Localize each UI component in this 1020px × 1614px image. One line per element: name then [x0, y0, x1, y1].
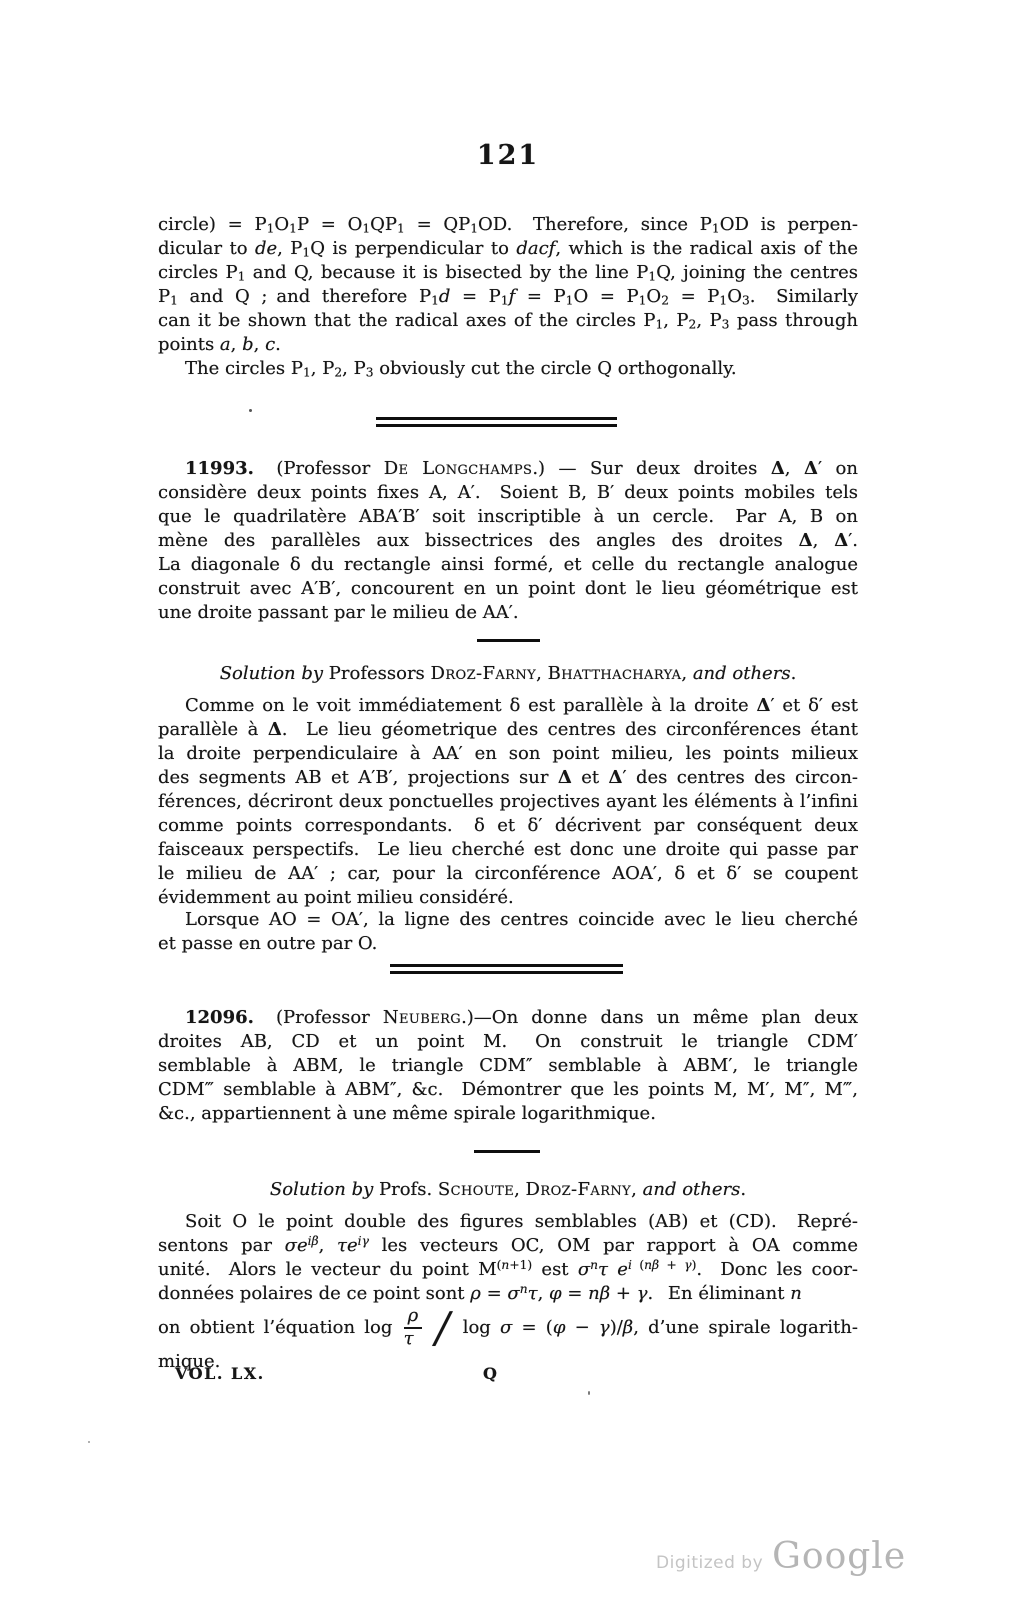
solution-11993-paragraph-2: [158, 908, 858, 956]
google-watermark: [656, 1536, 906, 1577]
logarithmic-spiral-equation-line: on obtient l’équation log $\frac{\rho}{\tau}$ / log σ = (φ − γ)/β, d’une spirale logarith-: [158, 1303, 858, 1352]
problem-11993-statement: [158, 457, 858, 625]
text-line: données polaires de ce point sont $\rho = \sigma^n\tau$, φ = nβ + γ. En éliminant n: [158, 1281, 802, 1304]
text-line: &c., appartiennent à une même spirale logarithmique.: [158, 1103, 656, 1124]
solution-divider-rule: [477, 639, 540, 642]
digitized-by-text: Digitized by: [656, 1553, 764, 1573]
text-line: Lorsque AO = OA′, la ligne des centres coincide avec le lieu cherché: [185, 909, 858, 930]
text-line: comme points correspondants. δ et δ′ décrivent par conséquent deux: [158, 815, 858, 836]
text-line: le milieu de AA′ ; car, pour la circonférence AOA′, δ et δ′ se coupent: [158, 863, 858, 884]
solution-11993-byline: Solution by Professors Droz-Farny, Bhatthacharya, and others.: [219, 663, 797, 684]
text-line: unité. Alors le vecteur du point $M^{(n+1)}$ est $\sigma^n\tau$ $e^{i (n\beta + \gamma)}$. Donc les coor-: [158, 1257, 858, 1280]
text-line: construit avec A′B′, concourent en un point dont le lieu géométrique est: [158, 578, 858, 599]
text-line: une droite passant par le milieu de AA′.: [158, 602, 519, 623]
paragraph-end-line: mique.: [158, 1351, 221, 1372]
problem-12096-statement: [158, 1006, 858, 1126]
text-line: 12096. (Professor Neuberg.)—On donne dans un même plan deux: [185, 1007, 859, 1028]
text-line: dicular to de, $P_1Q$ is perpendicular to dacf, which is the radical axis of the: [158, 238, 858, 260]
text-line: droites AB, CD et un point M. On construit le triangle CDM′: [158, 1031, 858, 1052]
text-line: évidemment au point milieu considéré.: [158, 887, 514, 908]
section-divider-rule: [390, 964, 623, 974]
text-line: Soit O le point double des figures semblables (AB) et (CD). Repré-: [185, 1211, 858, 1232]
solution-divider-rule: [474, 1150, 540, 1153]
orthogonal-note-paragraph: [158, 357, 858, 381]
text-line: parallèle à Δ. Le lieu géometrique des centres des circonférences étant: [158, 719, 858, 740]
ink-speck: [88, 1441, 90, 1443]
text-line: CDM‴ semblable à ABM″, &c. Démontrer que les points M, M′, M″, M‴,: [158, 1079, 858, 1100]
text-line: can it be shown that the radical axes of the circles $P_1$, $P_2$, $P_3$ pass through: [158, 310, 858, 332]
text-line: 11993. (Professor De Longchamps.) — Sur deux droites Δ, Δ′ on: [185, 458, 858, 479]
page-number: 121: [476, 140, 540, 171]
text-line: Comme on le voit immédiatement δ est parallèle à la droite Δ′ et δ′ est: [185, 695, 858, 716]
solution-12096-paragraph: [158, 1210, 858, 1306]
solution-12096-byline: Solution by Profs. Schoute, Droz-Farny, and others.: [269, 1179, 747, 1200]
text-line: mène des parallèles aux bissectrices des angles des droites Δ, Δ′.: [158, 530, 859, 551]
text-line: La diagonale δ du rectangle ainsi formé, et celle du rectangle analogue: [158, 554, 858, 575]
text-line: $P_1$ and Q ; and therefore $P_1d = P_1f = P_1O = P_1O_2 = P_1O_3$. Similarly: [158, 286, 859, 308]
text-line: The circles $P_1$, $P_2$, $P_3$ obviously cut the circle Q orthogonally.: [185, 358, 737, 380]
text-line: semblable à ABM, le triangle CDM″ semblable à ABM′, le triangle: [158, 1055, 858, 1076]
text-line: considère deux points fixes A, A′. Soient B, B′ deux points mobiles tels: [158, 482, 858, 503]
text-line: points a, b, c.: [158, 334, 281, 355]
text-line: la droite perpendiculaire à AA′ en son point milieu, les points milieux: [158, 743, 858, 764]
section-divider-rule: [376, 417, 617, 427]
text-line: faisceaux perspectifs. Le lieu cherché est donc une droite qui passe par: [158, 839, 858, 860]
text-line: des segments AB et A′B′, projections sur Δ et Δ′ des centres des circon-: [158, 767, 859, 788]
solution-11993-paragraph-1: [158, 694, 858, 910]
ink-speck: [249, 409, 252, 412]
text-line: férences, décriront deux ponctuelles projectives ayant les éléments à l’infini: [158, 791, 858, 812]
printer-signature-mark: Q: [483, 1364, 499, 1383]
text-line: et passe en outre par O.: [158, 933, 378, 954]
google-logo-text: Google: [772, 1536, 907, 1577]
footer-volume-label: VOL. LX.: [175, 1364, 265, 1383]
text-line: circles $P_1$ and Q, because it is bisected by the line $P_1Q$, joining the centres: [158, 262, 858, 284]
ink-speck: [588, 1391, 590, 1395]
opening-paragraph: [158, 213, 858, 357]
text-line: circle) = $P_1O_1P = O_1QP_1 = QP_1OD$. Therefore, since $P_1OD$ is perpen-: [158, 214, 858, 236]
text-line: que le quadrilatère ABA′B′ soit inscriptible à un cercle. Par A, B on: [158, 506, 858, 527]
text-line: sentons par $\sigma e^{i\beta}$, $\tau e^{i\gamma}$ les vecteurs OC, OM par rapport à OA comme: [158, 1233, 858, 1256]
